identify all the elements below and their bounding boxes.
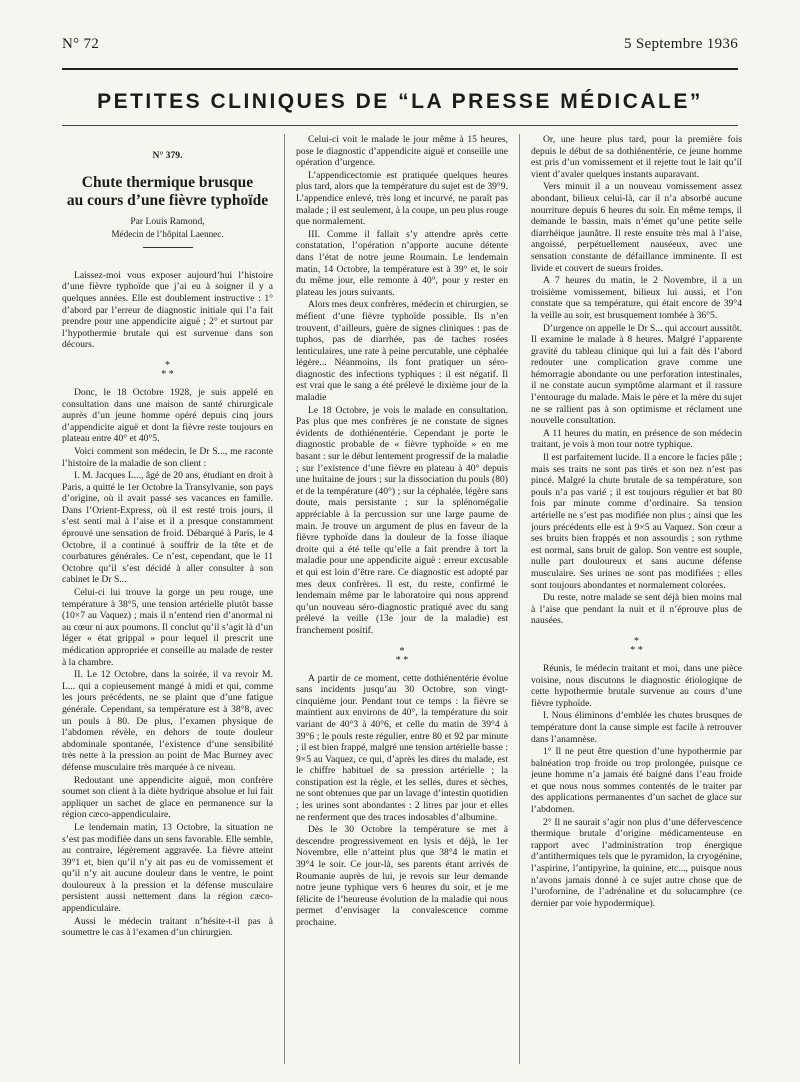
paragraph: A 7 heures du matin, le 2 Novembre, il a un troisième vomissement, bilieux lui aussi, et l’on constate que sa température, qui était encore de 39°4 la veille au soir, est brusquement tombée à 36°5. <box>531 275 742 321</box>
header-rule <box>62 68 738 70</box>
column-divider <box>284 134 285 1064</box>
paragraph: A partir de ce moment, cette dothiénentérie évolue sans incidents jusqu’au 30 Octobre, son vingt-cinquième jour. Pendant tout ce temps : la fièvre se maintient aux environs de 40°, la température du soir variant de 40°3 à 40°6, et celle du matin de 39°4 à 39°6 ; le pouls reste régulier, entre 80 et 92 par minute ; il est bien frappé, malgré une tension artérielle basse : 9×5 au Vaquez, ce qui, d’après les dires du malade, est le chiffre habituel de sa pression artérielle ; la constipation est la règle, et les selles, dures et sèches, ne sont obtenues que par un lavage d’intestin quotidien ; les urines sont abondantes : 2 litres par jour et elles ne renferment que des traces indosables d’albumine. <box>296 672 508 823</box>
paragraph: Aussi le médecin traitant n’hésite-t-il pas à soumettre le cas à l’examen d’un chirurgien. <box>62 915 273 939</box>
article-number: N° 379. <box>152 150 183 161</box>
paragraph: 1° Il ne peut être question d’une hypothermie par balnéation trop froide ou trop prolongée, puisque ce jeune homme n’a jamais été baigné dans l’eau froide et que nous nous sommes contentés de le traiter par des applications permanentes d’un sachet de glace sur l’abdomen. <box>531 746 742 816</box>
paragraph: L’appendicectomie est pratiquée quelques heures plus tard, alors que la température du sujet est de 39°9. L’appendice enlevé, très long et incurvé, ne paraît pas malade ; il est seulement, à la coupe, un peu plus rouge que normalement. <box>296 169 508 228</box>
byline-rule <box>143 247 193 248</box>
paragraph: Celui-ci voit le malade le jour même à 15 heures, pose le diagnostic d’appendicite aiguë et conseille une opération d’urgence. <box>296 134 508 169</box>
title-rule <box>62 125 738 126</box>
paragraph: Or, une heure plus tard, pour la première fois depuis le début de sa dothiénentérie, ce jeune homme est pris d’un vomissement et il rejette tout le lait qu’il vient d’avaler quelques instants auparavant. <box>531 134 742 180</box>
title-line-2: au cours d’une fièvre typhoïde <box>66 191 269 209</box>
title-line-1: Chute thermique brusque <box>81 173 254 191</box>
issue-number: N° 72 <box>62 36 100 52</box>
article-title <box>62 174 273 210</box>
paragraph: Voici comment son médecin, le Dr S..., me raconte l’histoire de la maladie de son client : <box>62 445 273 469</box>
column-2 <box>296 134 508 1064</box>
paragraph: Il est parfaitement lucide. Il a encore le facies pâle ; mais ses traits ne sont pas tirés et son nez n’est pas pincé. Malgré la chute brutale de sa température, son pouls n’a pas varié ; il est toujours régulier et bat 80 fois par minute comme d’ordinaire. Sa tension artérielle ne s’est pas modifiée non plus ; ainsi que les jours précédents elle est à 9×5 au Vaquez. Son cœur a ses bruits bien frappés et non assourdis ; son rythme est normal, sans bruit de galop. Son ventre est souple, nulle part douloureux et sans aucune défense musculaire. Ses urines ne sont pas modifiées ; elles sont toujours abondantes et normalement colorées. <box>531 452 742 591</box>
paragraph: II. Le 12 Octobre, dans la soirée, il va revoir M. L... qui a copieusement mangé à midi et qui, comme les jours précédents, ne se plaint que d’une fatigue générale. Cependant, sa température est à 38°8, avec un pouls à 80. De plus, l’examen physique de l’abdomen révèle, en dehors de toute douleur abdominale spontanée, l’existence d’une sensibilité très nette à la pression au point de Mac Burney avec défense musculaire très marquée à ce niveau. <box>62 669 273 773</box>
paragraph: Redoutant une appendicite aiguë, mon confrère soumet son client à la diète hydrique absolue et lui fait appliquer un sachet de glace en permanence sur la région cæco-appendiculaire. <box>62 774 273 821</box>
paragraph: Celui-ci lui trouve la gorge un peu rouge, une température à 38°5, une tension artérielle plutôt basse (10×7 au Vaquez) ; mais il n’entend rien d’anormal ni au cœur ni aux poumons. Il conclut qu’il s’agit là d’un léger « état grippal » pour lequel il prescrit une médication appropriée et conseille au malade de rester à la chambre. <box>62 587 273 668</box>
paragraph: 2° Il ne saurait s’agir non plus d’une défervescence thermique brutale d’origine médicamenteuse en rapport avec l’administration trop énergique d’antithermiques tels que le pyramidon, la cryogénine, l’aspirine, l’antipyrine, la quinine, etc..., puisque nous n’avons jamais donné à ce sujet autre chose que de l’urofornine, de l’adrénaline et du solucamphre (ce dernier par voie hypodermique). <box>531 816 742 909</box>
paragraph: Alors mes deux confrères, médecin et chirurgien, se méfient d’une fièvre typhoïde possible. Ils n’en trouvent, d’ailleurs, guère de signes cliniques : pas de tuphos, pas de diarrhée, pas de taches rosées lenticulaires, une rate à peine percutable, une céphalée légère... Néanmoins, ils font pratiquer un séro-diagnostic des infections typhiques : il est négatif. Il est vrai que le sang a été prélevé le dixième jour de la maladie <box>296 299 508 404</box>
section-asterism: * * * <box>395 645 409 666</box>
paragraph: Vers minuit il a un nouveau vomissement assez abondant, bilieux celui-là, car il n’a absorbé aucune nourriture depuis 6 heures du soir. En même temps, il demande le bassin, mais n’émet qu’une petite selle diarrhéique jaunâtre. Il reste ensuite très mal à l’aise, angoissé, perpétuellement nauséeux, avec une sensation constante de défaillance imminente. Il est livide et couvert de sueurs froides. <box>531 181 742 274</box>
column-divider <box>519 134 520 1064</box>
paragraph: I. Nous éliminons d’emblée les chutes brusques de température dont la cause simple est facile à retrouver dans l’anamnèse. <box>531 710 742 745</box>
paragraph: D’urgence on appelle le Dr S... qui accourt aussitôt. Il examine le malade à 8 heures. Malgré l’apparente gravité du tableau clinique qui lui a fait dès l’abord redouter une complication grave comme une hémorragie abondante ou une perforation intestinales, il ne constate aucun symptôme alarmant et il rassure l’entourage du malade. Mais le père et la mère du sujet ne se rallient pas à son optimisme et réclament une nouvelle consultation. <box>531 322 742 427</box>
column-1 <box>62 134 273 1064</box>
section-asterism: * * * <box>630 635 643 656</box>
issue-date: 5 Septembre 1936 <box>624 36 738 52</box>
paragraph: Le lendemain matin, 13 Octobre, la situation ne s’est pas modifiée dans un sens favorable. Elle semble, au contraire, légèrement aggravée. La fièvre atteint 39°1 et, bien qu’il n’y ait pas eu de vomissement et qu’il n’y ait aucune douleur dans le ventre, le point douloureux à la pression et la défense musculaire persistent aussi nettement dans la région cæco-appendiculaire. <box>62 821 273 915</box>
paragraph: A 11 heures du matin, en présence de son médecin traitant, je vois à mon tour notre typhique. <box>531 427 742 451</box>
paragraph: Dès le 30 Octobre la température se met à descendre progressivement en lysis et déjà, le 1er Novembre, elle n’atteint plus que 38°4 le matin et 39°4 le soir. Ce jour-là, ses parents étant arrivés de Roumanie auprès de lui, je revois sur leur demande notre jeune typhique vers 6 heures du soir, et je me félicite de l’heureuse évolution de la maladie qui nous permet d’envisager la convalescence comme prochaine. <box>296 824 508 928</box>
paragraph: I. M. Jacques L..., âgé de 20 ans, étudiant en droit à Paris, a quitté le 1er Octobre la Transylvanie, son pays d’origine, où il avait passé ses vacances en famille. Dans l’Orient-Express, où il est resté trois jours, il s’est senti mal à l’aise et il a presque constamment éprouvé une sensation de froid. Débarqué à Paris, le 4 Octobre, il a continué à souffrir de la tête et de courbatures générales. Ce n’est, cependant, que le 11 Octobre qu’il s’est décidé à aller consulter à son cabinet le Dr S... <box>62 470 273 586</box>
section-asterism: * * * <box>161 359 174 380</box>
journal-title: PETITES CLINIQUES DE “LA PRESSE MÉDICALE” <box>97 90 703 113</box>
page-header <box>62 36 738 53</box>
column-3 <box>531 134 742 1064</box>
paragraph: III. Comme il fallait s’y attendre après cette constatation, l’opération n’apporte aucune détente dans l’état de notre jeune Roumain. Le lendemain matin, 14 Octobre, la température est à 39° et, le soir du même jour, elle remonte à 40°, pour y rester en plateau les jours suivants. <box>296 228 508 298</box>
paragraph: Réunis, le médecin traitant et moi, dans une pièce voisine, nous discutons le diagnostic étiologique de cette hypothermie brutale survenue au cours d’une fièvre typhoïde. <box>531 662 742 709</box>
article-columns <box>62 134 742 1064</box>
paragraph: Donc, le 18 Octobre 1928, je suis appelé en consultation dans une maison de santé chirurgicale auprès d’un jeune homme opéré depuis cinq jours d’appendicite aiguë et dont la fièvre reste toujours en plateau entre 40° et 40°5. <box>62 386 273 445</box>
author-affiliation: Médecin de l’hôpital Laennec. <box>111 229 224 240</box>
paragraph: Du reste, notre malade se sent déjà bien moins mal à l’aise que pendant la nuit et il n’éprouve plus de nausées. <box>531 592 742 627</box>
author-byline: Par Louis Ramond, <box>130 215 205 227</box>
paragraph: Le 18 Octobre, je vois le malade en consultation. Pas plus que mes confrères je ne constate de signes évidents de dothiénentérie. Cependant je porte le diagnostic probable de « fièvre typhoïde » en me basant : sur le début lentement progressif de la maladie ; sur l’existence d’une fièvre en plateau à 40° depuis une huitaine de jours ; sur la dissociation du pouls (80) et de la température (40°) ; sur la céphalée, légère sans doute, mais persistante ; sur la splénomégalie appréciable à la percussion sur une large paume de main. Je trouve un argument de plus en faveur de la fièvre typhoïde dans la douleur de la fosse iliaque droite qui a été telle qu’elle a fait prendre à tort la maladie pour une appendicite aiguë : erreur excusable et qui est loin d’être rare. Ce diagnostic est adopté par mes deux confrères. Il est, du reste, confirmé le lendemain même par le laboratoire qui nous apprend qu’un nouveau séro-diagnostic pratiqué avec du sang prélevé la veille (13e jour de la maladie) est franchement positif. <box>296 404 508 636</box>
paragraph: Laissez-moi vous exposer aujourd’hui l’histoire d’une fièvre typhoïde que j’ai eu à soigner il y a quelques années. Elle est doublement instructive : 1° d’abord par l’erreur de diagnostic initiale qui l’a fait prendre pour une appendicite aiguë ; 2° et surtout par l’hypothermie brutale qui est survenue dans son décours. <box>62 269 273 351</box>
